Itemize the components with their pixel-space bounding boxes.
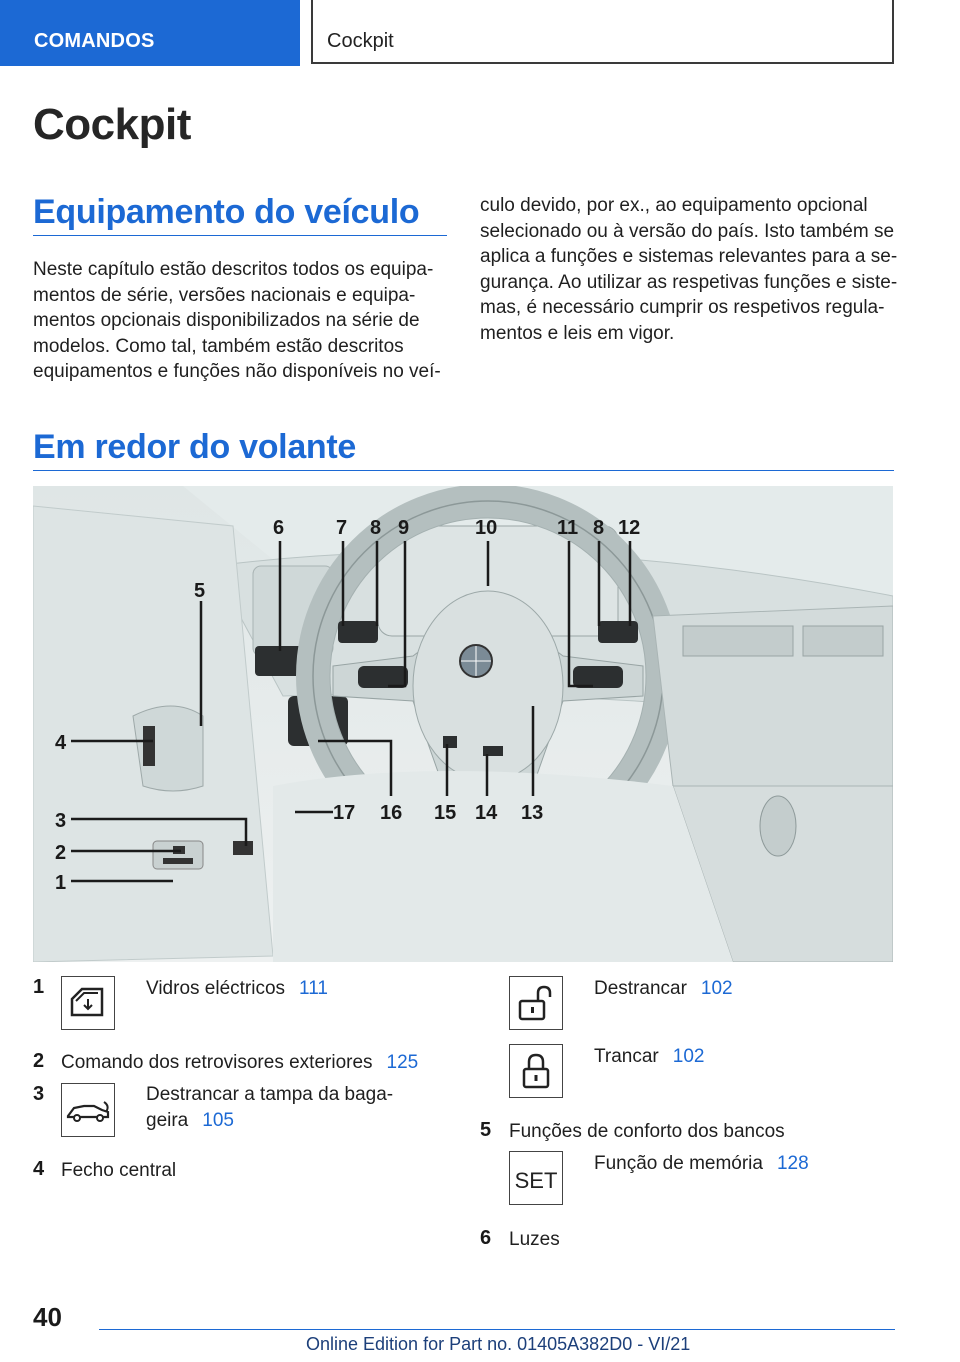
section-divider bbox=[33, 470, 894, 471]
page-ref-link[interactable]: 102 bbox=[672, 1046, 705, 1067]
intro-paragraph-col1 bbox=[33, 257, 453, 385]
list-item bbox=[594, 1044, 704, 1070]
item-number: 1 bbox=[33, 976, 45, 998]
page-ref-link[interactable]: 125 bbox=[386, 1052, 419, 1073]
item-text: Fecho central bbox=[61, 1160, 177, 1181]
item-number: 4 bbox=[33, 1158, 45, 1180]
chapter-header bbox=[311, 0, 894, 64]
callout-14: 14 bbox=[475, 802, 498, 824]
item-number: 2 bbox=[33, 1050, 45, 1072]
list-item bbox=[594, 1151, 809, 1177]
tailgate-unlock-icon bbox=[61, 1083, 115, 1137]
list-item bbox=[509, 1119, 785, 1145]
chapter-label: Cockpit bbox=[327, 30, 394, 52]
edition-note: Online Edition for Part no. 01405A382D0 - VI/21 bbox=[306, 1334, 691, 1354]
list-item bbox=[61, 1158, 176, 1184]
callout-9: 9 bbox=[398, 517, 410, 539]
page-ref-link[interactable]: 102 bbox=[700, 978, 733, 999]
callout-12: 12 bbox=[618, 517, 641, 539]
item-text: Funções de conforto dos bancos bbox=[509, 1121, 785, 1142]
footer-divider bbox=[99, 1329, 895, 1330]
text-line: equipamentos e funções não disponíveis no veí- bbox=[33, 361, 441, 383]
item-number: 5 bbox=[480, 1119, 492, 1141]
unlock-icon bbox=[509, 976, 563, 1030]
text-line: modelos. Como tal, também estão descritos bbox=[33, 335, 404, 357]
item-text: geira bbox=[146, 1110, 189, 1131]
text-line: selecionado ou à versão do país. Isto também se bbox=[480, 220, 895, 242]
section-tab[interactable] bbox=[0, 0, 300, 66]
section-title-equipment: Equipamento do veículo bbox=[33, 193, 420, 231]
callout-8b: 8 bbox=[593, 517, 605, 539]
page-ref-link[interactable]: 128 bbox=[776, 1153, 809, 1174]
item-text: Destrancar a tampa da baga- bbox=[146, 1084, 394, 1105]
list-item bbox=[146, 976, 328, 1002]
item-text: Luzes bbox=[509, 1229, 560, 1250]
callout-15: 15 bbox=[434, 802, 457, 824]
callout-8a: 8 bbox=[370, 517, 382, 539]
page-ref-link[interactable]: 105 bbox=[202, 1110, 234, 1131]
callout-6: 6 bbox=[273, 517, 285, 539]
text-line: mas, é necessário cumprir os respetivos regula- bbox=[480, 297, 885, 319]
item-text: Trancar bbox=[594, 1046, 659, 1067]
page-ref-link[interactable]: 111 bbox=[299, 978, 328, 999]
section-tab-label: COMANDOS bbox=[34, 30, 155, 52]
callout-17: 17 bbox=[333, 802, 356, 824]
text-line: Neste capítulo estão descritos todos os equipa- bbox=[33, 259, 434, 280]
item-number: 6 bbox=[480, 1227, 492, 1249]
callout-16: 16 bbox=[380, 802, 403, 824]
set-memory-icon bbox=[509, 1151, 563, 1205]
text-line: mentos opcionais disponibilizados na série de bbox=[33, 310, 420, 332]
list-item bbox=[146, 1082, 393, 1134]
cockpit-illustration bbox=[33, 486, 893, 962]
text-line: aplica a funções e sistemas relevantes para a se- bbox=[480, 246, 898, 268]
callout-7: 7 bbox=[336, 517, 348, 539]
callout-11: 11 bbox=[557, 517, 579, 539]
text-line: mentos de série, versões nacionais e equipa- bbox=[33, 284, 416, 306]
item-text: Função de memória bbox=[594, 1153, 763, 1174]
text-line: gurança. Ao utilizar as respetivas funções e siste- bbox=[480, 271, 898, 293]
item-text: Vidros eléctricos bbox=[146, 978, 286, 999]
item-text: Destrancar bbox=[594, 978, 687, 999]
text-line: mentos e leis em vigor. bbox=[480, 322, 675, 344]
callout-5: 5 bbox=[194, 580, 206, 602]
page-number: 40 bbox=[33, 1302, 62, 1332]
page-title: Cockpit bbox=[33, 100, 191, 149]
section-divider bbox=[33, 235, 447, 236]
item-number: 3 bbox=[33, 1083, 45, 1105]
window-lift-icon bbox=[61, 976, 115, 1030]
callout-3: 3 bbox=[55, 810, 67, 832]
item-text: Comando dos retrovisores exteriores bbox=[61, 1052, 373, 1073]
intro-paragraph-col2 bbox=[480, 193, 900, 347]
lock-icon bbox=[509, 1044, 563, 1098]
section-title-steering: Em redor do volante bbox=[33, 428, 357, 466]
callout-13: 13 bbox=[521, 802, 544, 824]
callout-1: 1 bbox=[55, 872, 67, 894]
list-item bbox=[509, 1227, 560, 1253]
text-line: culo devido, por ex., ao equipamento opcional bbox=[480, 195, 868, 216]
list-item bbox=[61, 1050, 418, 1076]
set-icon-label: SET bbox=[514, 1168, 558, 1193]
callout-2: 2 bbox=[55, 842, 67, 864]
callout-4: 4 bbox=[55, 732, 67, 754]
callout-10: 10 bbox=[475, 517, 498, 539]
list-item bbox=[594, 976, 733, 1002]
